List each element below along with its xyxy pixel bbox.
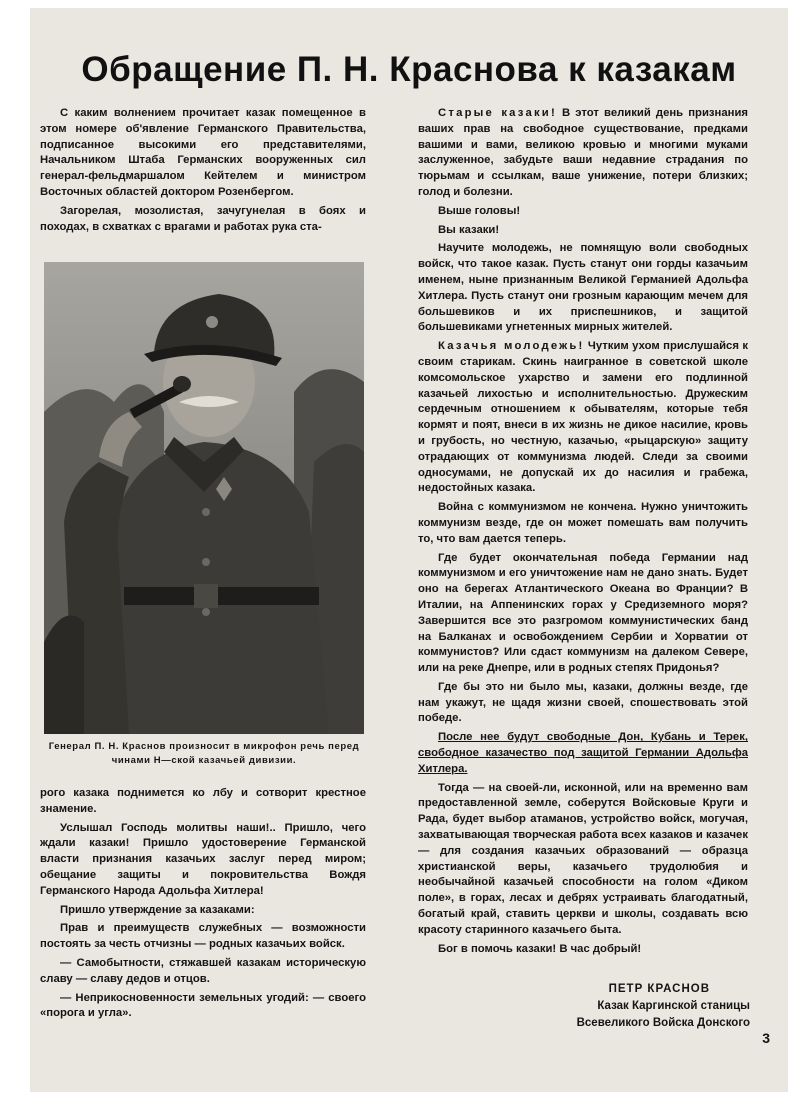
author-name: ПЕТР КРАСНОВ — [608, 983, 710, 995]
magazine-page — [30, 8, 788, 1092]
paragraph-text: Чутким ухом прислушайся к своим старикам. Скинь наигранное в советской школе комсомольское ухарство и замени его подлинной казачьей лихостью и исполнительностью. Дружеским сердечным отношением к обывателям, которые тебя кормят и поят, внеси в их жизнь не дикое насилие, кровь и грубость, но честную, казачью, «рыцарскую» защиту отрадающих от коммунизма людей. Следи за своими односумами, не допускай их до насилия и грабежа, недостойных казака. — [418, 340, 748, 495]
paragraph: С каким волнением прочитает казак помещенное в этом номере об'явление Германского Правительства, подписанное высокими его представителями, Начальником Штаба Германских вооруженных сил генерал-фельдмаршалом Кейтелем и министром Восточных областей доктором Розенбергом. — [40, 107, 366, 198]
paragraph: Тогда — на своей-ли, исконной, или на временно вам предоставленной земле, соберутся Войсковые Круги и Рада, будет выбор атаманов, устройство войск, могучая, захватывающая творческая работа всех казаков и казачек — для создания казачьих образований — образца христианской веры, казачьего трудолюбия и необычайной казачьей способности на голом «Диком поле», в горах, лесах и дебрях устраивать благодатный, богатый край, ставить церкви и школы, создавать всю красоту старинного казачьего быта. — [418, 781, 748, 936]
paragraph: Вы казаки! — [438, 223, 500, 236]
left-column-top — [40, 106, 366, 238]
general-portrait-photo — [44, 262, 364, 734]
paragraph: Где будет окончательная победа Германии над коммунизмом и его уничтожение нам не дано знать. Будет оно на берегах Атлантического Океана во Франции? В Италии, на Аппенинских горах у Средиземного моря? Завершится все это разгромом коммунистических банд на Балканах и освобождением Сербии и Хорватии от коммунистов? Или сдаст коммунизм на далеком Севере, или на реке Днепре, или в родных степях Придонья? — [418, 551, 748, 675]
left-column-bottom — [40, 786, 366, 1025]
paragraph: Научите молодежь, не помнящую воли свободных войск, что такое казак. Пусть станут они горды казачьим именем, ныне признанным Великой Германией Адольфа Хитлера. Пусть станут они грозным карающим мечем для большевиков и их приспешников, и защитой большевиками угнетенных мирных жителей. — [418, 242, 748, 334]
right-column — [418, 106, 748, 960]
article-title: Обращение П. Н. Краснова к казакам — [81, 50, 737, 89]
paragraph: Пришло утверждение за казаками: — [60, 903, 255, 916]
paragraph — [418, 106, 748, 201]
paragraph: Прав и преимуществ служебных — возможности постоять за честь отчизны — родных казачьих войск. — [40, 922, 366, 951]
paragraph: Бог в помочь казаки! В час добрый! — [438, 942, 642, 955]
underlined-paragraph: После нее будут свободные Дон, Кубань и Терек, свободное казачество под защитой Германии Адольфа Хитлера. — [418, 731, 748, 775]
paragraph: — Неприкосновенности земельных угодий: — своего «порога и угла». — [40, 991, 366, 1020]
photo-caption: Генерал П. Н. Краснов произносит в микрофон речь перед чинами Н—ской казачьей дивизии. — [48, 741, 360, 766]
paragraph: Загорелая, мозолистая, зачугунелая в боях и походах, в схватках с врагами и работах рука ста- — [40, 204, 366, 233]
paragraph-text: В этот великий день признания ваших прав на свободное существование, предками вашими и вами, великою кровью и многими муками заслуженное, забудьте ваши недавние страдания по тюрьмам и ссылкам, ваше унижение, потери близких; голод и болезни. — [418, 107, 748, 198]
paragraph: Выше головы! — [438, 204, 521, 217]
signature-block — [577, 981, 750, 1032]
paragraph: Война с коммунизмом не кончена. Нужно уничтожить коммунизм везде, где он может помешать вам получить то, что вам дается теперь. — [418, 501, 748, 545]
spaced-lead: Казачья молодежь! — [438, 340, 585, 353]
portrait-photo — [44, 262, 364, 734]
paragraph: — Самобытности, стяжавшей казакам историческую славу — славу дедов и отцов. — [40, 956, 366, 985]
paragraph — [418, 339, 748, 497]
paragraph: Услышал Господь молитвы наши!.. Пришло, чего ждали казаки! Пришло удостоверение Германской власти признания казачьих заслуг перед миром; обещание защиты и покровительства Вождя Германского Народа Адольфа Хитлера! — [40, 821, 366, 897]
author-title-line: Всевеликого Войска Донского — [576, 1017, 750, 1029]
paragraph: рого казака поднимется ко лбу и сотворит крестное знамение. — [40, 787, 366, 815]
spaced-lead: Старые казаки! — [438, 107, 557, 119]
page-number: 3 — [762, 1030, 770, 1046]
author-title-line: Казак Каргинской станицы — [597, 1000, 750, 1012]
paragraph: Где бы это ни было мы, казаки, должны везде, где нам укажут, не щадя жизни своей, спошествовать этой победе. — [418, 680, 748, 725]
